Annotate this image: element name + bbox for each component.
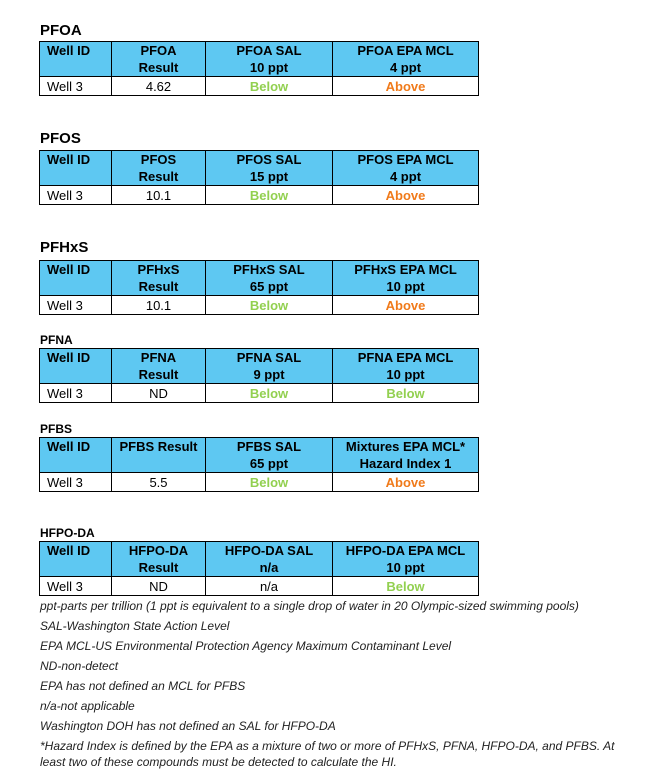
table-row	[40, 577, 479, 596]
table-header-row	[40, 438, 479, 473]
cell-result: 10.1	[112, 296, 206, 315]
table-header-row	[40, 349, 479, 384]
table-row	[40, 77, 479, 96]
header-well-id: Well ID	[40, 438, 112, 473]
header-sal: HFPO-DA SAL n/a	[206, 542, 333, 577]
header-result: PFOS Result	[112, 151, 206, 186]
header-result: PFNA Result	[112, 349, 206, 384]
footnotes	[40, 598, 640, 770]
header-well-id: Well ID	[40, 42, 112, 77]
table-pfbs	[39, 437, 479, 492]
table-row	[40, 384, 479, 403]
footnote-hazard-index: *Hazard Index is defined by the EPA as a mixture of two or more of PFHxS, PFNA, HFPO-DA, and PFBS. At least two of these compounds must be detected to calculate the HI.	[40, 739, 615, 769]
cell-result: ND	[112, 577, 206, 596]
cell-well: Well 3	[40, 296, 112, 315]
header-epa-mcl: PFOA EPA MCL 4 ppt	[333, 42, 479, 77]
cell-well: Well 3	[40, 186, 112, 205]
table-header-row	[40, 542, 479, 577]
footnote-na: n/a-not applicable	[40, 699, 135, 713]
cell-sal-status: Below	[206, 473, 333, 492]
table-row	[40, 296, 479, 315]
table-hfpo-da	[39, 541, 479, 596]
cell-mcl-status: Below	[333, 577, 479, 596]
cell-well: Well 3	[40, 473, 112, 492]
table-pfhxs	[39, 260, 479, 315]
header-sal: PFHxS SAL 65 ppt	[206, 261, 333, 296]
header-sal: PFOS SAL 15 ppt	[206, 151, 333, 186]
cell-sal-status: n/a	[206, 577, 333, 596]
header-sal: PFBS SAL 65 ppt	[206, 438, 333, 473]
section-title-hfpo-da: HFPO-DA	[40, 526, 95, 540]
table-row	[40, 473, 479, 492]
cell-mcl-status: Above	[333, 296, 479, 315]
cell-mcl-status: Above	[333, 186, 479, 205]
section-title-pfbs: PFBS	[40, 422, 73, 436]
header-result: PFOA Result	[112, 42, 206, 77]
cell-well: Well 3	[40, 577, 112, 596]
header-result: HFPO-DA Result	[112, 542, 206, 577]
table-header-row	[40, 151, 479, 186]
section-title-pfna: PFNA	[40, 333, 73, 347]
section-title-pfoa: PFOA	[40, 22, 82, 39]
footnote-hfpo-da-sal: Washington DOH has not defined an SAL for HFPO-DA	[40, 719, 336, 733]
table-pfos	[39, 150, 479, 205]
cell-sal-status: Below	[206, 77, 333, 96]
header-epa-mcl: Mixtures EPA MCL* Hazard Index 1	[333, 438, 479, 473]
footnote-epa-mcl: EPA MCL-US Environmental Protection Agency Maximum Contaminant Level	[40, 639, 452, 653]
table-pfna	[39, 348, 479, 403]
cell-sal-status: Below	[206, 384, 333, 403]
header-well-id: Well ID	[40, 542, 112, 577]
header-epa-mcl: PFOS EPA MCL 4 ppt	[333, 151, 479, 186]
header-epa-mcl: PFNA EPA MCL 10 ppt	[333, 349, 479, 384]
footnote-nd: ND-non-detect	[40, 659, 119, 673]
footnote-ppt: ppt-parts per trillion (1 ppt is equivalent to a single drop of water in 20 Olympic-sized swimming pools)	[40, 599, 579, 613]
cell-mcl-status: Above	[333, 77, 479, 96]
cell-well: Well 3	[40, 384, 112, 403]
header-well-id: Well ID	[40, 349, 112, 384]
header-result: PFHxS Result	[112, 261, 206, 296]
header-result: PFBS Result	[112, 438, 206, 473]
cell-result: ND	[112, 384, 206, 403]
header-well-id: Well ID	[40, 151, 112, 186]
cell-well: Well 3	[40, 77, 112, 96]
header-sal: PFNA SAL 9 ppt	[206, 349, 333, 384]
table-header-row	[40, 42, 479, 77]
cell-result: 5.5	[112, 473, 206, 492]
section-title-pfos: PFOS	[40, 130, 81, 147]
cell-result: 4.62	[112, 77, 206, 96]
cell-mcl-status: Above	[333, 473, 479, 492]
header-sal: PFOA SAL 10 ppt	[206, 42, 333, 77]
header-well-id: Well ID	[40, 261, 112, 296]
table-row	[40, 186, 479, 205]
cell-sal-status: Below	[206, 186, 333, 205]
footnote-sal: SAL-Washington State Action Level	[40, 619, 230, 633]
section-title-pfhxs: PFHxS	[40, 239, 89, 256]
footnote-pfbs-mcl: EPA has not defined an MCL for PFBS	[40, 679, 246, 693]
table-pfoa	[39, 41, 479, 96]
cell-result: 10.1	[112, 186, 206, 205]
cell-sal-status: Below	[206, 296, 333, 315]
header-epa-mcl: HFPO-DA EPA MCL 10 ppt	[333, 542, 479, 577]
header-epa-mcl: PFHxS EPA MCL 10 ppt	[333, 261, 479, 296]
table-header-row	[40, 261, 479, 296]
cell-mcl-status: Below	[333, 384, 479, 403]
